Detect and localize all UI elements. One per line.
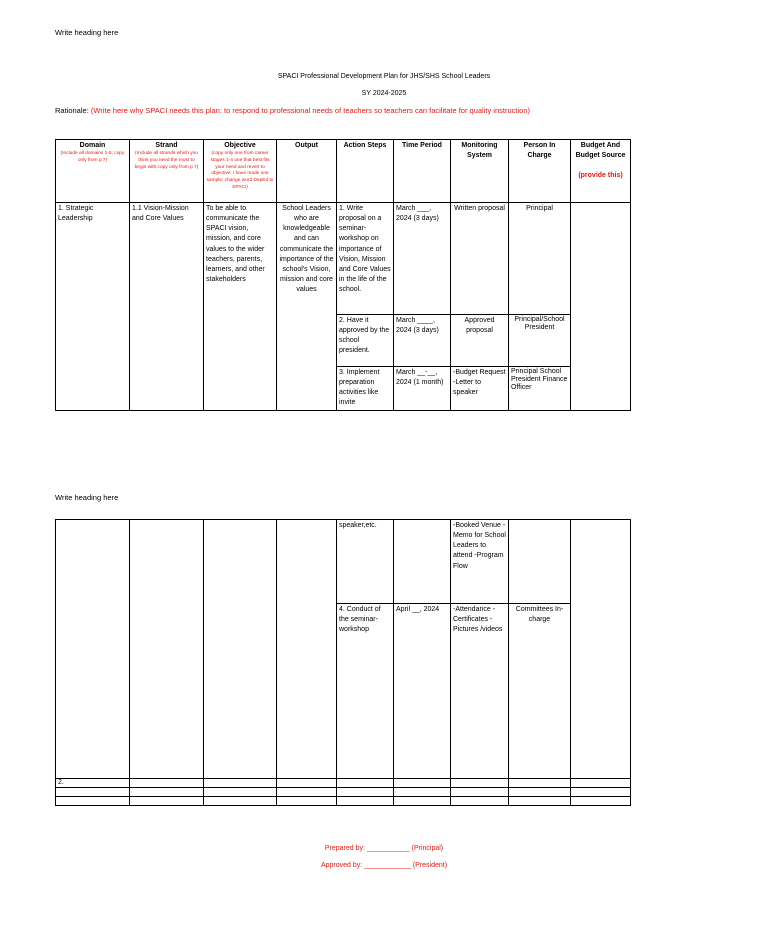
table-cell	[451, 788, 509, 797]
table-cell	[337, 797, 394, 806]
table-cell	[509, 788, 571, 797]
table-cell	[394, 779, 451, 788]
cell-objective	[204, 520, 277, 779]
table-cell	[509, 779, 571, 788]
cell-output	[277, 520, 337, 779]
table-cell	[56, 788, 130, 797]
cell-monitoring: -Attendance -Certificates -Pictures /videos	[451, 604, 509, 779]
table-cell	[451, 779, 509, 788]
table-cell	[571, 797, 631, 806]
school-year: SY 2024-2025	[361, 90, 407, 97]
cell-time-period: April __, 2024	[394, 604, 451, 779]
table-cell	[130, 779, 204, 788]
header-output: Output	[277, 140, 337, 203]
table-cell	[277, 797, 337, 806]
table-row	[56, 797, 631, 806]
table-cell	[277, 788, 337, 797]
table-cell	[130, 797, 204, 806]
document-title: SPACI Professional Development Plan for JHS/SHS School Leaders	[277, 73, 491, 80]
table-row	[56, 520, 631, 604]
table-row	[56, 788, 631, 797]
header-action-steps: Action Steps	[337, 140, 394, 203]
rationale-label: Rationale:	[55, 106, 89, 115]
approved-by: Approved by: ____________ (President)	[320, 862, 448, 869]
cell-domain: 2.	[56, 779, 130, 788]
cell-domain: 1. Strategic Leadership	[56, 203, 130, 411]
table-cell	[394, 788, 451, 797]
table-cell	[130, 788, 204, 797]
cell-time-period: March __-__, 2024 (1 month)	[394, 367, 451, 411]
table-cell	[509, 797, 571, 806]
table-row	[56, 203, 631, 315]
header-strand: Strand (Include all strands which you think you need the most to begin with;copy only from p.7)	[130, 140, 204, 203]
cell-budget	[571, 520, 631, 779]
cell-domain	[56, 520, 130, 779]
cell-monitoring: Approved proposal	[451, 315, 509, 367]
header-budget: Budget And Budget Source (provide this)	[571, 140, 631, 203]
cell-budget	[571, 203, 631, 411]
cell-action-step: 1. Write proposal on a seminar-workshop on importance of Vision, Mission and Core Values in the life of the school.	[337, 203, 394, 315]
table-cell	[204, 797, 277, 806]
cell-objective: To be able to communicate the SPACI vision, mission, and core values to the wider teachers, parents, learners, and other stakeholders	[204, 203, 277, 411]
header-time-period: Time Period	[394, 140, 451, 203]
cell-action-step: 4. Conduct of the seminar-workshop	[337, 604, 394, 779]
header-person-in-charge: Person In Charge	[509, 140, 571, 203]
rationale	[55, 106, 530, 115]
cell-action-step: speaker,etc.	[337, 520, 394, 604]
table-cell	[204, 779, 277, 788]
table-cell	[337, 779, 394, 788]
header-domain: Domain (Include all domains 1-5; copy only from p.7)	[56, 140, 130, 203]
table-cell	[337, 788, 394, 797]
cell-monitoring: -Booked Venue -Memo for School Leaders to attend -Program Flow	[451, 520, 509, 604]
table-cell	[277, 779, 337, 788]
cell-person: Principal/School President	[509, 315, 571, 367]
cell-monitoring: Written proposal	[451, 203, 509, 315]
plan-table	[55, 139, 631, 411]
table-cell	[204, 788, 277, 797]
prepared-by: Prepared by: ___________ (Principal)	[324, 845, 444, 852]
page-heading-2: Write heading here	[55, 493, 119, 502]
cell-person: Principal School President Finance Officer	[509, 367, 571, 411]
table-row	[56, 779, 631, 788]
cell-person: Committees In-charge	[509, 604, 571, 779]
header-monitoring-system: Monitoring System	[451, 140, 509, 203]
cell-output: School Leaders who are knowledgeable and can communicate the importance of the school's Vision, mission and core values	[277, 203, 337, 411]
cell-person: Principal	[509, 203, 571, 315]
cell-action-step: 3. Implement preparation activities like invite	[337, 367, 394, 411]
cell-action-step: 2. Have it approved by the school president.	[337, 315, 394, 367]
rationale-note: (Write here why SPACI needs this plan: to respond to professional needs of teachers so teachers can facilitate for quality instruction)	[90, 106, 530, 115]
table-cell	[56, 797, 130, 806]
cell-time-period	[394, 520, 451, 604]
header-row	[56, 140, 631, 203]
table-cell	[571, 788, 631, 797]
header-objective: Objective (copy only one from career stages 1-4 one that best fits your need and revert to objective; I have made one sample; change word DepEd to SPACI)	[204, 140, 277, 203]
cell-time-period: March ___, 2024 (3 days)	[394, 203, 451, 315]
cell-person	[509, 520, 571, 604]
table-cell	[451, 797, 509, 806]
plan-table-continued	[55, 519, 631, 806]
page-heading: Write heading here	[55, 28, 119, 37]
table-cell	[571, 779, 631, 788]
cell-time-period: March ____, 2024 (3 days)	[394, 315, 451, 367]
cell-monitoring: -Budget Request -Letter to speaker	[451, 367, 509, 411]
table-cell	[394, 797, 451, 806]
cell-strand: 1.1 Vision-Mission and Core Values	[130, 203, 204, 411]
cell-strand	[130, 520, 204, 779]
